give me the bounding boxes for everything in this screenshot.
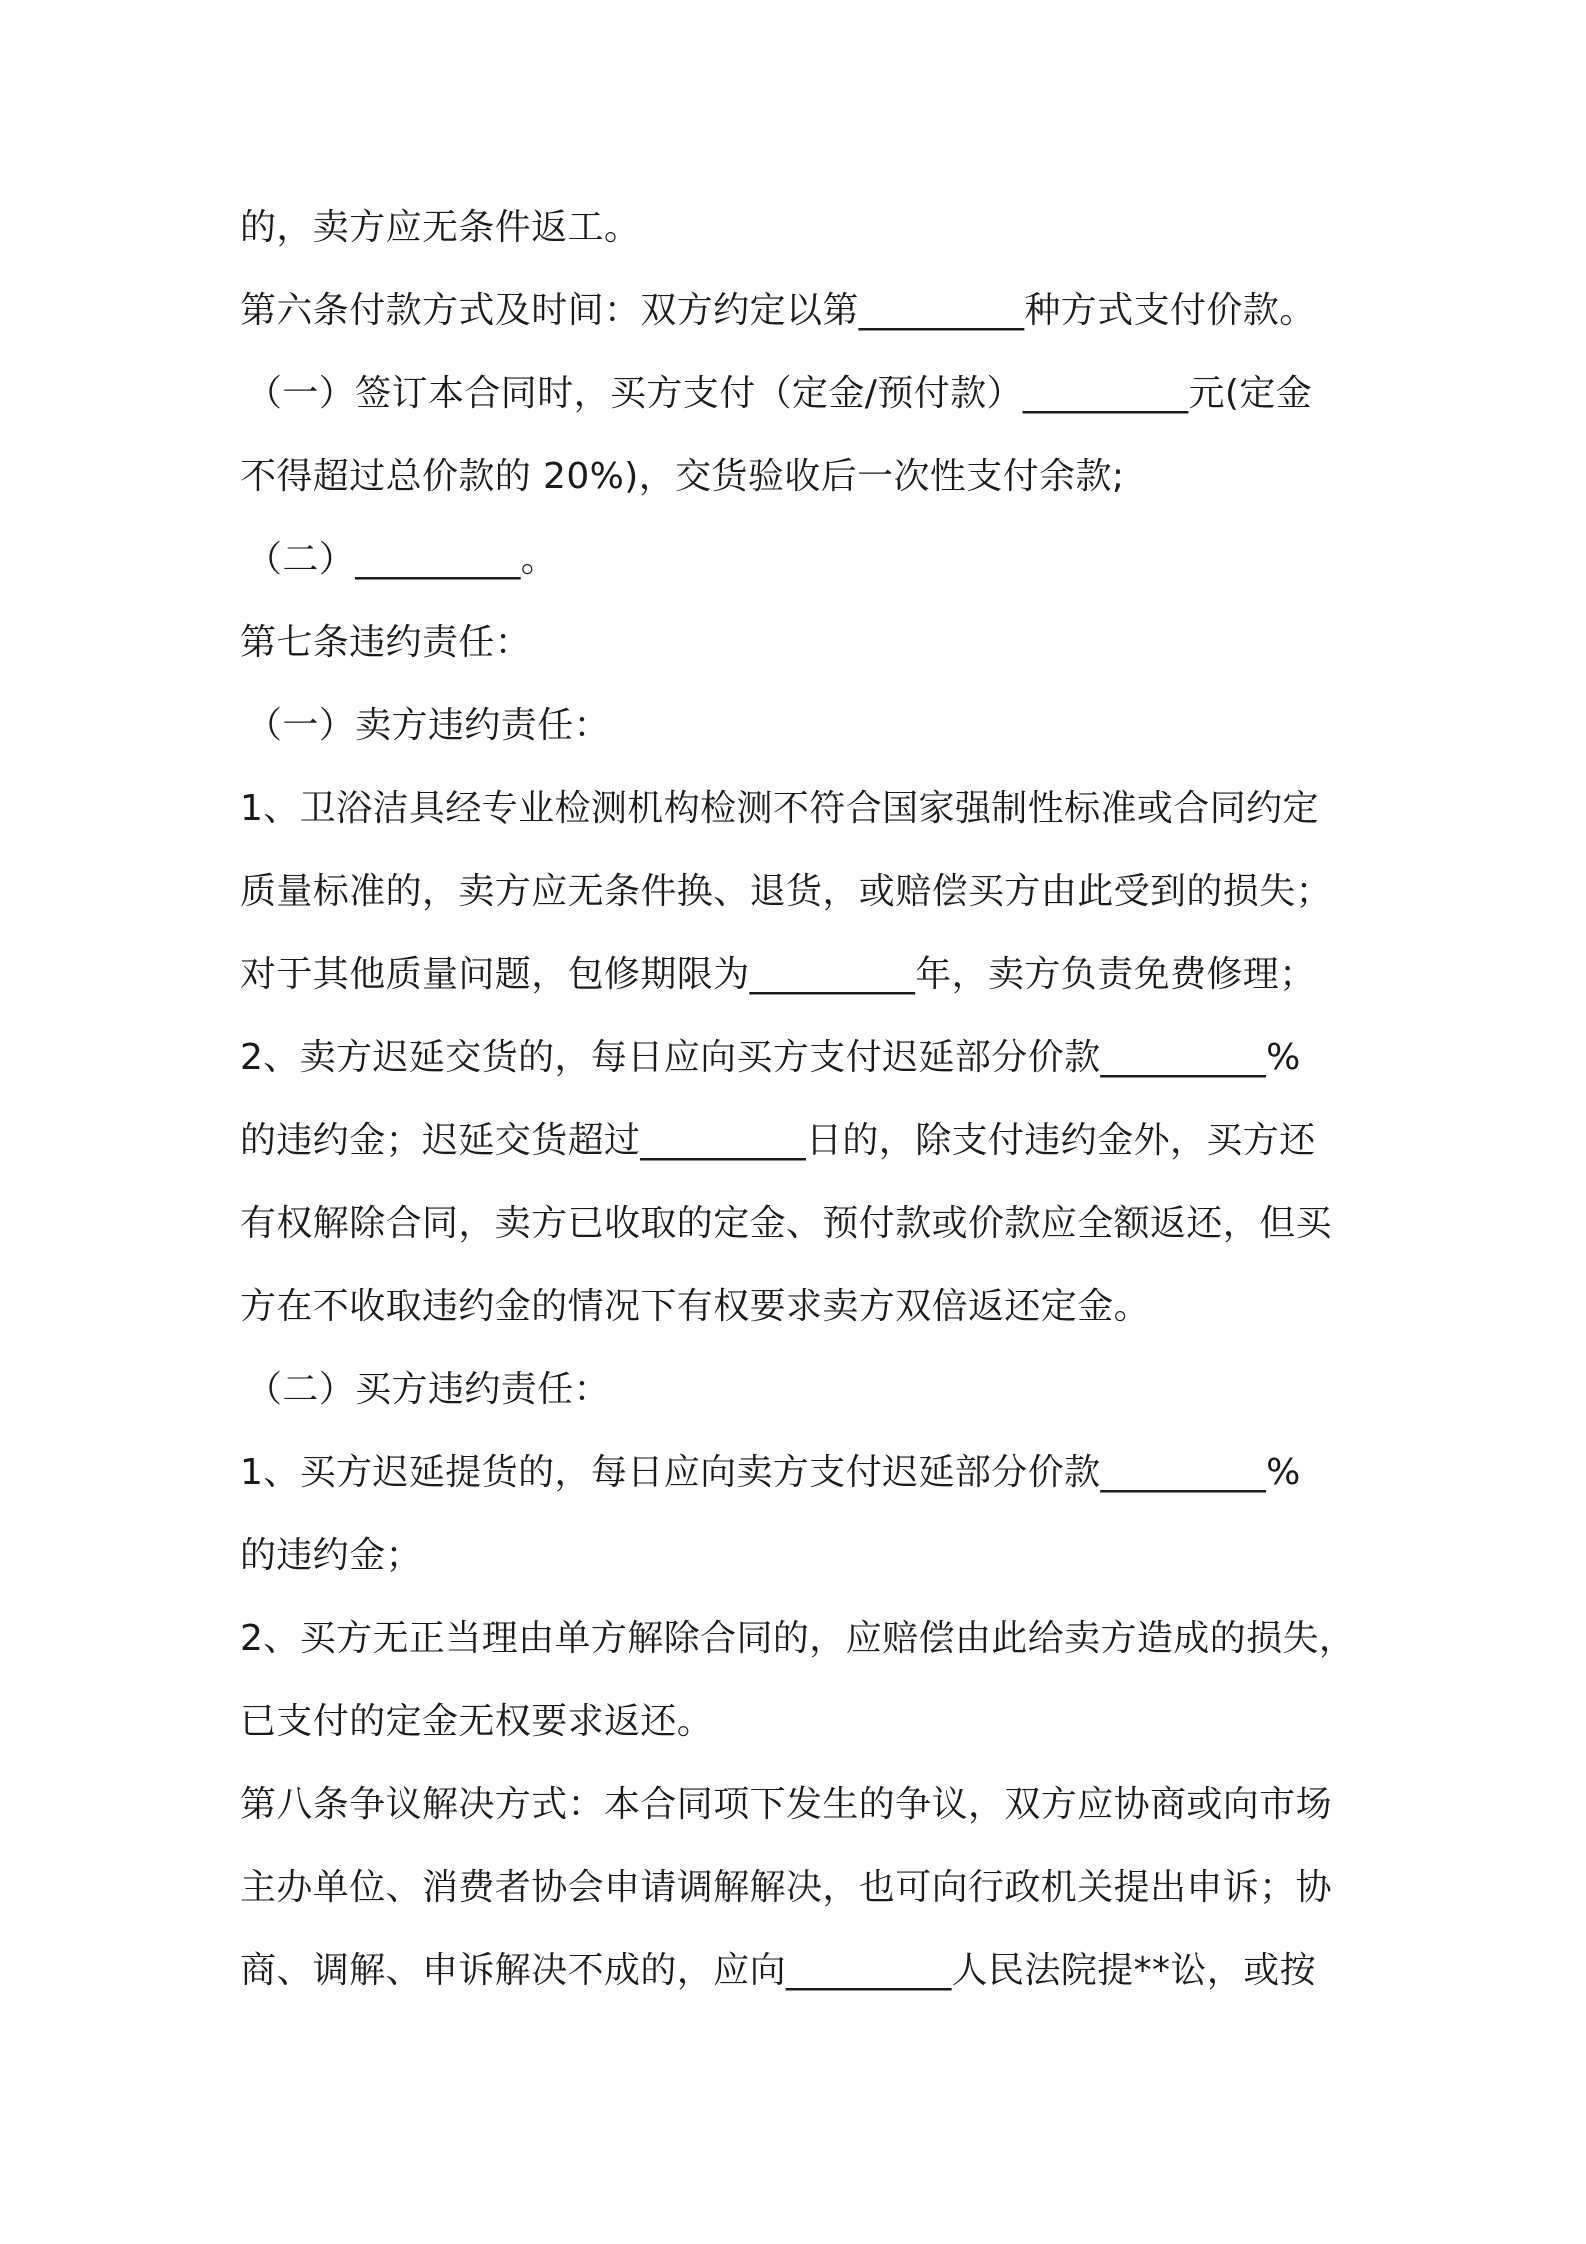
text-line: 有权解除合同，卖方已收取的定金、预付款或价款应全额返还，但买 bbox=[240, 1203, 1333, 1244]
text-line: 第八条争议解决方式：本合同项下发生的争议，双方应协商或向市场 bbox=[240, 1784, 1333, 1825]
text-line: （一）签订本合同时，买方支付（定金/预付款）_________元(定金 bbox=[246, 373, 1313, 414]
text-line: 2、卖方迟延交货的，每日应向买方支付迟延部分价款_________% bbox=[240, 1037, 1301, 1078]
text-line: （一）卖方违约责任： bbox=[246, 705, 611, 746]
text-line: 不得超过总价款的 20%)，交货验收后一次性支付余款; bbox=[240, 456, 1125, 497]
text-line: （二）买方违约责任： bbox=[246, 1369, 611, 1410]
text-line: 主办单位、消费者协会申请调解解决，也可向行政机关提出申诉；协 bbox=[240, 1867, 1333, 1908]
text-line: 的违约金； bbox=[240, 1535, 423, 1576]
text-line: 的，卖方应无条件返工。 bbox=[240, 207, 641, 248]
text-line: 2、买方无正当理由单方解除合同的，应赔偿由此给卖方造成的损失， bbox=[240, 1618, 1356, 1659]
text-line: 1、卫浴洁具经专业检测机构检测不符合国家强制性标准或合同约定 bbox=[240, 788, 1319, 829]
text-line: 对于其他质量问题，包修期限为_________年，卖方负责免费修理； bbox=[240, 954, 1316, 995]
text-line: 第七条违约责任： bbox=[240, 622, 532, 663]
text-line: （二）_________。 bbox=[246, 539, 558, 580]
text-line: 的违约金；迟延交货超过_________日的，除支付违约金外，买方还 bbox=[240, 1120, 1316, 1161]
text-line: 方在不收取违约金的情况下有权要求卖方双倍返还定金。 bbox=[240, 1286, 1151, 1327]
text-line: 已支付的定金无权要求返还。 bbox=[240, 1701, 714, 1742]
text-line: 质量标准的，卖方应无条件换、退货，或赔偿买方由此受到的损失； bbox=[240, 871, 1333, 912]
text-line: 第六条付款方式及时间：双方约定以第_________种方式支付价款。 bbox=[240, 290, 1316, 331]
text-line: 1、买方迟延提货的，每日应向卖方支付迟延部分价款_________% bbox=[240, 1452, 1301, 1493]
text-line: 商、调解、申诉解决不成的，应向_________人民法院提**讼，或按 bbox=[240, 1950, 1317, 1991]
